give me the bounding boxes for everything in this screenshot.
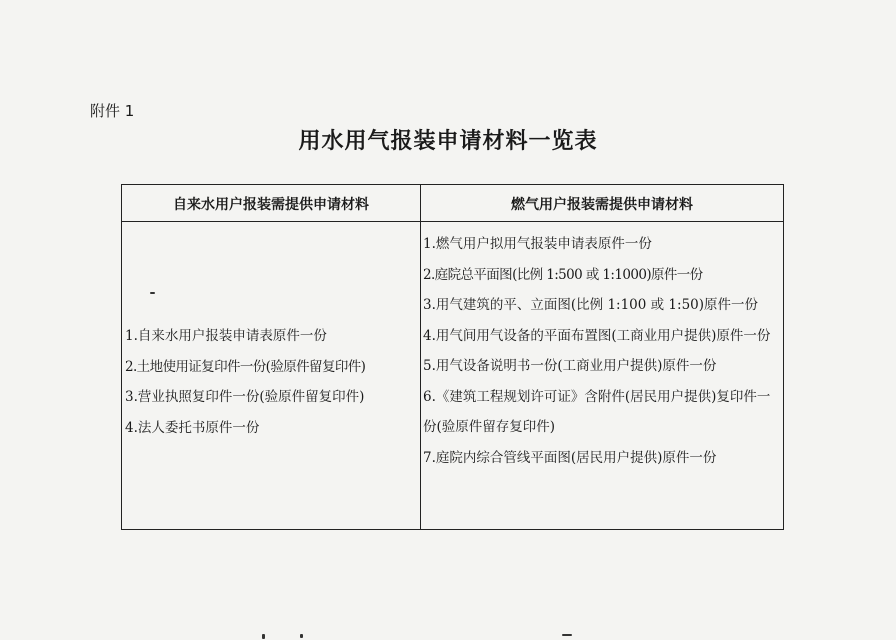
water-item-1: 1.自来水用户报装申请表原件一份 — [125, 328, 327, 344]
scan-speck — [150, 292, 155, 294]
gas-column-header: 燃气用户报装需提供申请材料 — [511, 197, 693, 213]
scan-speck — [562, 634, 572, 636]
water-item-2: 2.土地使用证复印件一份(验原件留复印件) — [125, 358, 366, 375]
gas-item-7: 7.庭院内综合管线平面图(居民用户提供)原件一份 — [423, 449, 717, 466]
water-item-4: 4.法人委托书原件一份 — [125, 419, 260, 436]
scan-speck — [262, 634, 265, 639]
scan-speck — [300, 634, 303, 638]
gas-item-1: 1.燃气用户拟用气报装申请表原件一份 — [423, 236, 652, 252]
header-divider — [122, 221, 783, 222]
gas-item-4: 4.用气间用气设备的平面布置图(工商业用户提供)原件一份 — [423, 327, 771, 344]
gas-item-6: 6.《建筑工程规划许可证》含附件(居民用户提供)复印件一份(验原件留存复印件) — [423, 388, 771, 435]
document-title: 用水用气报装申请材料一览表 — [298, 128, 598, 154]
gas-item-5: 5.用气设备说明书一份(工商业用户提供)原件一份 — [423, 358, 717, 374]
water-materials-cell — [125, 321, 417, 443]
materials-table — [121, 184, 784, 530]
gas-item-3: 3.用气建筑的平、立面图(比例 1:100 或 1:50)原件一份 — [423, 297, 759, 313]
water-column-header: 自来水用户报装需提供申请材料 — [173, 197, 369, 213]
water-item-3: 3.营业执照复印件一份(验原件留复印件) — [125, 389, 365, 405]
attachment-label: 附件 1 — [90, 102, 135, 120]
column-divider — [420, 185, 421, 529]
gas-item-2: 2.庭院总平面图(比例 1:500 或 1:1000)原件一份 — [423, 266, 703, 283]
gas-materials-cell — [423, 229, 781, 473]
